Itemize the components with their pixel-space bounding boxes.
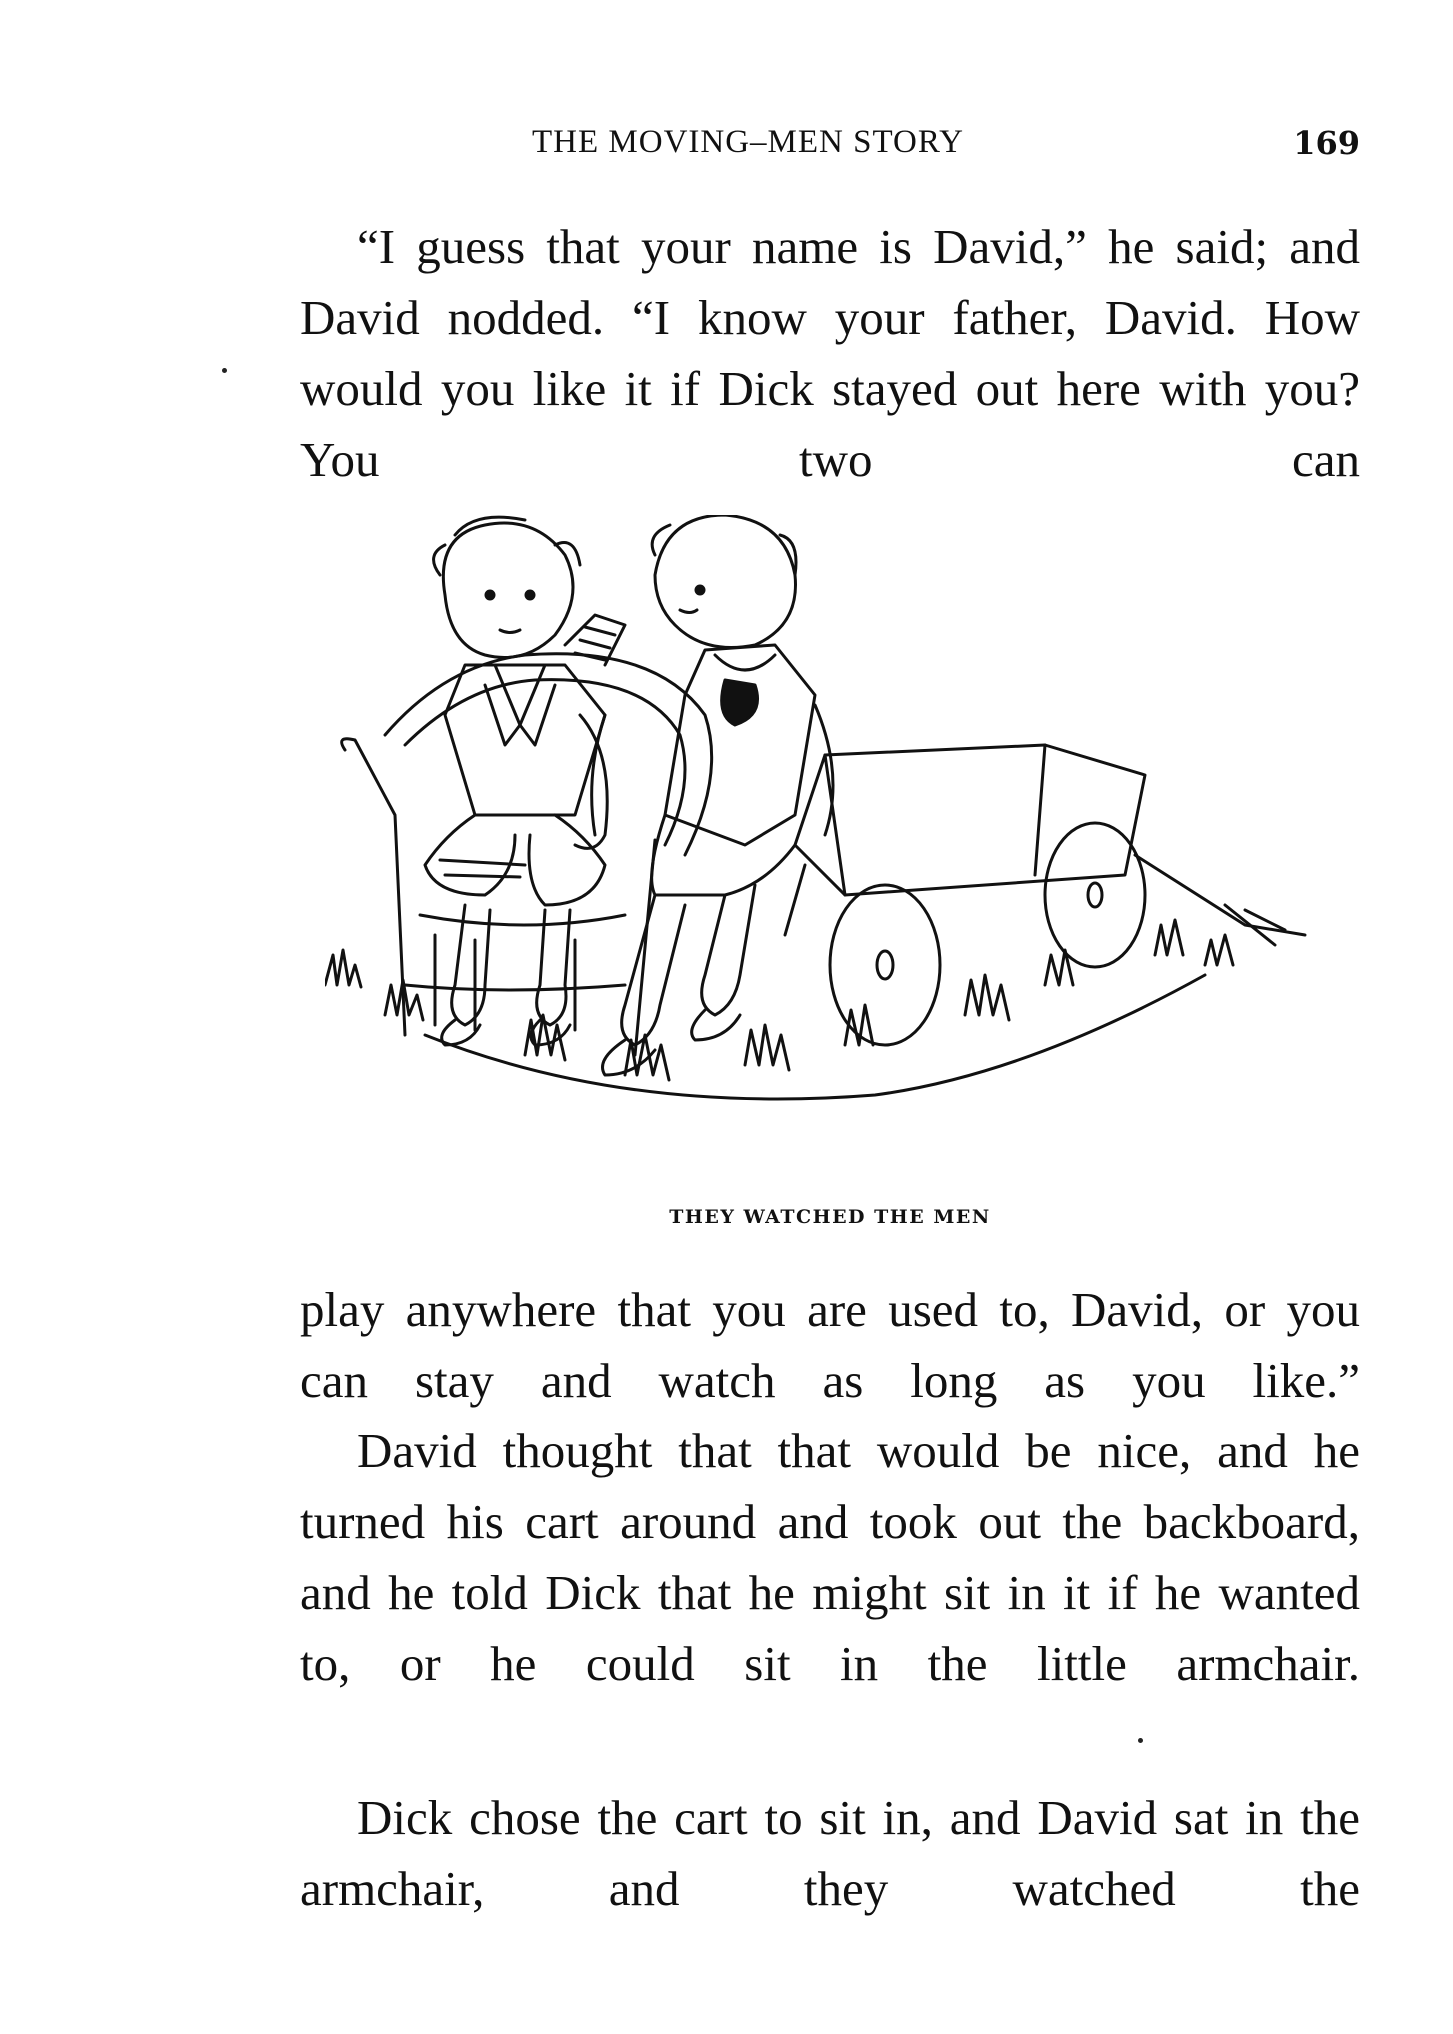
illustration-caption: THEY WATCHED THE MEN [669,1206,991,1228]
page-header [300,124,1360,174]
paragraph-4: Dick chose the cart to sit in, and David sat in the armchair, and they watched the [300,1790,1360,1916]
paragraph-2: play anywhere that you are used to, David, or you can stay and watch as long as you like.” [300,1282,1360,1408]
paragraph-3: David thought that that would be nice, and he turned his cart around and took out the backboard, and he told Dick that he might sit in it if he wanted to, or he could sit in the little armchair. [300,1423,1360,1691]
running-title: THE MOVING–MEN STORY [532,124,964,160]
print-speck [222,368,227,373]
illustration-children-with-cart [325,515,1375,1185]
paragraph-1: “I guess that your name is David,” he said; and David nodded. “I know your father, David. How would you like it if Dick stayed out here with you? You two can [300,219,1360,487]
print-speck [1138,1738,1143,1743]
page-number: 169 [1293,124,1360,162]
